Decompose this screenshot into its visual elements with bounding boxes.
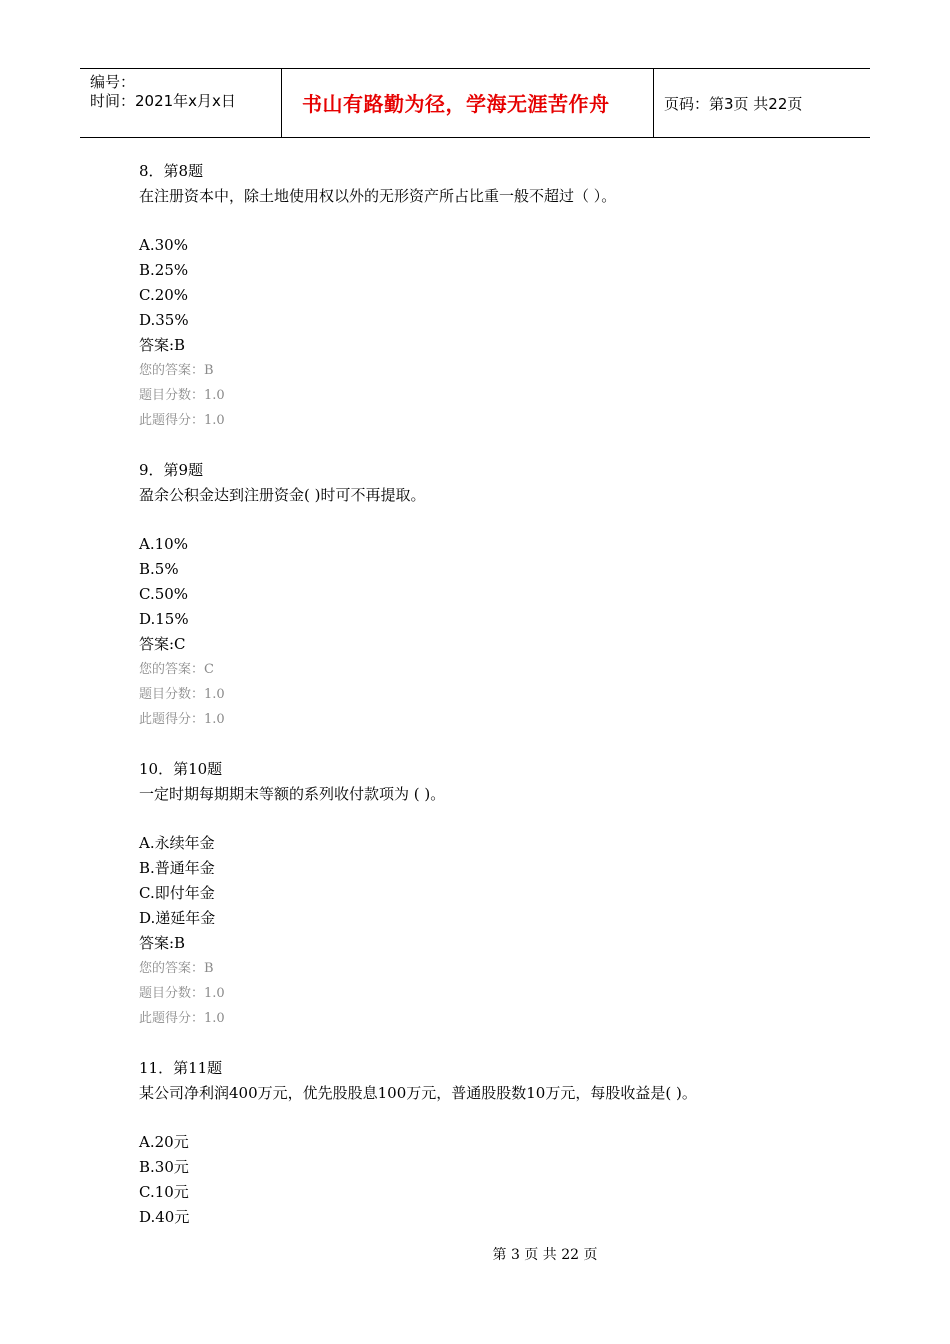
option-b: B.普通年金 [139,859,215,877]
question-score: 题目分数：1.0 [139,986,225,1001]
option-c: C.10元 [139,1183,189,1201]
correct-answer: 答案:C [139,635,186,653]
question-title: 8．第8题 [139,162,204,180]
question-text: 在注册资本中，除土地使用权以外的无形资产所占比重一般不超过（ ）。 [139,187,617,205]
header-divider [281,69,282,137]
option-b: B.25% [139,261,189,279]
footer-page-number: 第 3 页 共 22 页 [492,1247,598,1263]
your-answer: 您的答案：B [139,363,214,378]
option-a: A.20元 [139,1133,189,1151]
question-got-score: 此题得分：1.0 [139,413,225,428]
document-time-label: 时间：2021年x月x日 [90,92,236,110]
question-title: 10．第10题 [139,760,223,778]
correct-answer: 答案:B [139,934,186,952]
option-c: C.20% [139,286,189,304]
question-score: 题目分数：1.0 [139,687,225,702]
option-b: B.5% [139,560,179,578]
option-a: A.10% [139,535,188,553]
question-title: 11．第11题 [139,1059,223,1077]
correct-answer: 答案:B [139,336,186,354]
question-text: 某公司净利润400万元，优先股股息100万元，普通股股数10万元，每股收益是( )。 [139,1084,697,1102]
header-motto: 书山有路勤为径，学海无涯苦作舟 [302,92,610,116]
question-got-score: 此题得分：1.0 [139,1011,225,1026]
option-d: D.40元 [139,1208,190,1226]
option-b: B.30元 [139,1158,189,1176]
option-c: C.50% [139,585,189,603]
question-got-score: 此题得分：1.0 [139,712,225,727]
question-list [139,159,899,1255]
option-a: A.永续年金 [139,834,215,852]
question-9 [139,458,899,732]
question-text: 盈余公积金达到注册资金( )时可不再提取。 [139,486,426,504]
question-title: 9．第9题 [139,461,204,479]
your-answer: 您的答案：C [139,662,214,677]
header-table [80,68,870,138]
option-d: D.15% [139,610,189,628]
your-answer: 您的答案：B [139,961,214,976]
document-number-label: 编号： [90,73,136,91]
option-d: D.递延年金 [139,909,216,927]
question-text: 一定时期每期期末等额的系列收付款项为 ( )。 [139,785,446,803]
question-11 [139,1056,899,1230]
header-page-label: 页码：第3页 共22页 [664,95,803,113]
page-footer [0,1245,950,1265]
question-8 [139,159,899,433]
question-score: 题目分数：1.0 [139,388,225,403]
option-c: C.即付年金 [139,884,215,902]
header-divider [653,69,654,137]
option-a: A.30% [139,236,188,254]
question-10 [139,757,899,1031]
option-d: D.35% [139,311,189,329]
